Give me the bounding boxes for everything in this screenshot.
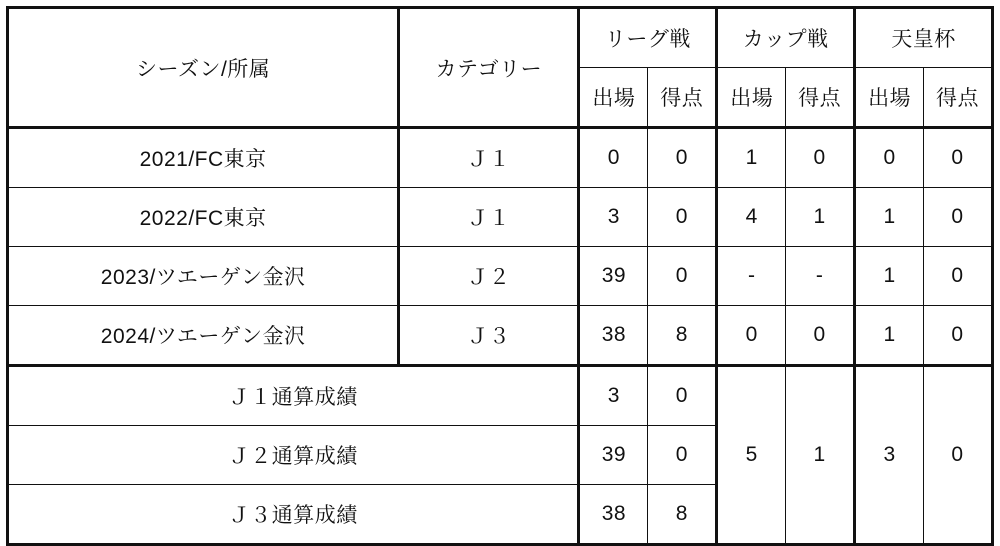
cell-cup-goals: 0 (786, 128, 855, 188)
cell-emperor-apps: 1 (855, 188, 924, 247)
header-cup-apps: 出場 (717, 68, 786, 128)
cell-total-league-goals: 0 (648, 426, 717, 485)
cell-cup-goals: 1 (786, 188, 855, 247)
cell-cup-apps: 0 (717, 306, 786, 366)
cell-total-label: Ｊ１通算成績 (8, 366, 579, 426)
table-body (8, 128, 993, 545)
cell-emperor-goals: 0 (924, 306, 993, 366)
cell-total-cup-apps: 5 (717, 366, 786, 545)
table-row (8, 128, 993, 188)
cell-league-apps: 39 (579, 247, 648, 306)
cell-league-goals: 0 (648, 128, 717, 188)
header-season: シーズン/所属 (8, 8, 399, 128)
table-header (8, 8, 993, 128)
cell-cup-apps: 1 (717, 128, 786, 188)
cell-category: Ｊ１ (399, 128, 579, 188)
cell-total-emperor-goals: 0 (924, 366, 993, 545)
table-row (8, 188, 993, 247)
cell-season: 2021/FC東京 (8, 128, 399, 188)
cell-season: 2023/ツエーゲン金沢 (8, 247, 399, 306)
cell-emperor-apps: 1 (855, 306, 924, 366)
cell-season: 2022/FC東京 (8, 188, 399, 247)
career-stats-table (6, 6, 994, 546)
cell-league-goals: 0 (648, 188, 717, 247)
header-group-league: リーグ戦 (579, 8, 717, 68)
cell-total-cup-goals: 1 (786, 366, 855, 545)
header-category: カテゴリー (399, 8, 579, 128)
cell-total-league-goals: 0 (648, 366, 717, 426)
cell-cup-goals: - (786, 247, 855, 306)
cell-cup-apps: - (717, 247, 786, 306)
cell-league-apps: 38 (579, 306, 648, 366)
cell-league-apps: 0 (579, 128, 648, 188)
header-cup-goals: 得点 (786, 68, 855, 128)
cell-cup-apps: 4 (717, 188, 786, 247)
table-row (8, 306, 993, 366)
cell-season: 2024/ツエーゲン金沢 (8, 306, 399, 366)
header-league-apps: 出場 (579, 68, 648, 128)
header-league-goals: 得点 (648, 68, 717, 128)
cell-total-league-goals: 8 (648, 485, 717, 545)
cell-total-label: Ｊ３通算成績 (8, 485, 579, 545)
header-group-emperor: 天皇杯 (855, 8, 993, 68)
header-emperor-apps: 出場 (855, 68, 924, 128)
cell-emperor-goals: 0 (924, 188, 993, 247)
table-row-total (8, 366, 993, 426)
table-row (8, 247, 993, 306)
cell-emperor-apps: 1 (855, 247, 924, 306)
cell-league-goals: 8 (648, 306, 717, 366)
cell-total-emperor-apps: 3 (855, 366, 924, 545)
cell-emperor-goals: 0 (924, 247, 993, 306)
header-group-cup: カップ戦 (717, 8, 855, 68)
cell-category: Ｊ２ (399, 247, 579, 306)
cell-cup-goals: 0 (786, 306, 855, 366)
cell-emperor-apps: 0 (855, 128, 924, 188)
cell-category: Ｊ３ (399, 306, 579, 366)
stats-table-container (0, 6, 1000, 546)
cell-league-goals: 0 (648, 247, 717, 306)
header-emperor-goals: 得点 (924, 68, 993, 128)
cell-total-league-apps: 39 (579, 426, 648, 485)
cell-league-apps: 3 (579, 188, 648, 247)
cell-total-league-apps: 38 (579, 485, 648, 545)
cell-emperor-goals: 0 (924, 128, 993, 188)
cell-total-label: Ｊ２通算成績 (8, 426, 579, 485)
cell-category: Ｊ１ (399, 188, 579, 247)
cell-total-league-apps: 3 (579, 366, 648, 426)
